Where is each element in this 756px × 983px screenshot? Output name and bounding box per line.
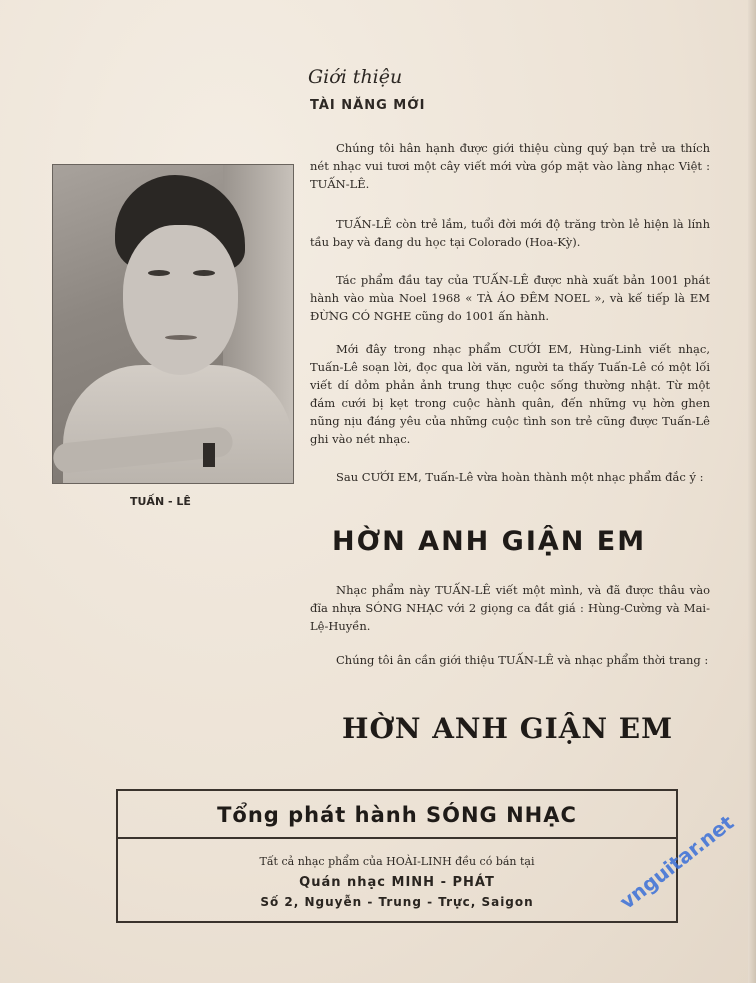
paper-edge <box>748 0 756 983</box>
intro-script-title: Giới thiệu <box>308 66 403 88</box>
photo-eye-left <box>148 270 170 276</box>
portrait-photo <box>52 164 294 484</box>
paragraph-2: TUẤN-LÊ còn trẻ lắm, tuổi đời mới độ trăng tròn lẻ hiện là lính tầu bay và đang du học tại Colorado (Hoa-Kỳ). <box>310 217 710 249</box>
distributor-title: Tổng phát hành SÓNG NHẠC <box>217 803 577 827</box>
intro-heading: TÀI NĂNG MỚI <box>310 98 426 113</box>
distributor-divider <box>118 837 676 839</box>
paragraph-3: Tác phẩm đầu tay của TUẤN-LÊ được nhà xuất bản 1001 phát hành vào mùa Noel 1968 « TÀ ÁO ĐÊM NOEL », và kế tiếp là EM ĐỪNG CÓ NGHE cũng do 1001 ấn hành. <box>310 273 710 323</box>
distributor-shop-name: Quán nhạc MINH - PHÁT <box>299 875 495 890</box>
paragraph-5: Sau CƯỚI EM, Tuấn-Lê vừa hoàn thành một nhạc phẩm đắc ý : <box>336 470 704 484</box>
paragraph-1: Chúng tôi hân hạnh được giới thiệu cùng quý bạn trẻ ưa thích nét nhạc vui tươi một cây viết mới vừa góp mặt vào làng nhạc Việt : TUẤN-LÊ. <box>310 141 710 191</box>
song-title-1: HỜN ANH GIẬN EM <box>332 526 647 557</box>
distributor-address: Số 2, Nguyễn - Trung - Trực, Saigon <box>260 895 534 909</box>
paragraph-6: Nhạc phẩm này TUẤN-LÊ viết một mình, và đã được thâu vào đĩa nhựa SÓNG NHẠC với 2 giọng ca đắt giá : Hùng-Cường và Mai-Lệ-Huyền. <box>310 583 710 633</box>
song-title-2: HỜN ANH GIẬN EM <box>342 712 674 745</box>
paragraph-4: Mới đây trong nhạc phẩm CƯỚI EM, Hùng-Linh viết nhạc, Tuấn-Lê soạn lời, đọc qua lời văn, người ta thấy Tuấn-Lê có một lối viết dí dỏm phản ảnh trung thực cuộc sống thường nhật. Từ một đám cưới bị kẹt trong cuộc hành quân, đến những vụ hờn ghen nũng nịu đáng yêu của những cuộc tình son trẻ cũng được Tuấn-Lê ghi vào nét nhạc. <box>310 342 710 446</box>
distributor-box <box>116 789 678 923</box>
photo-mouth <box>165 335 197 340</box>
photo-caption: TUẤN - LÊ <box>130 495 191 508</box>
photo-watch <box>203 443 215 467</box>
distributor-line-1: Tất cả nhạc phẩm của HOÀI-LINH đều có bán tại <box>259 855 535 868</box>
photo-eye-right <box>193 270 215 276</box>
site-watermark: vnguitar.net <box>615 810 739 914</box>
photo-face <box>123 225 238 375</box>
paragraph-7: Chúng tôi ân cần giới thiệu TUẤN-LÊ và nhạc phẩm thời trang : <box>336 653 709 667</box>
